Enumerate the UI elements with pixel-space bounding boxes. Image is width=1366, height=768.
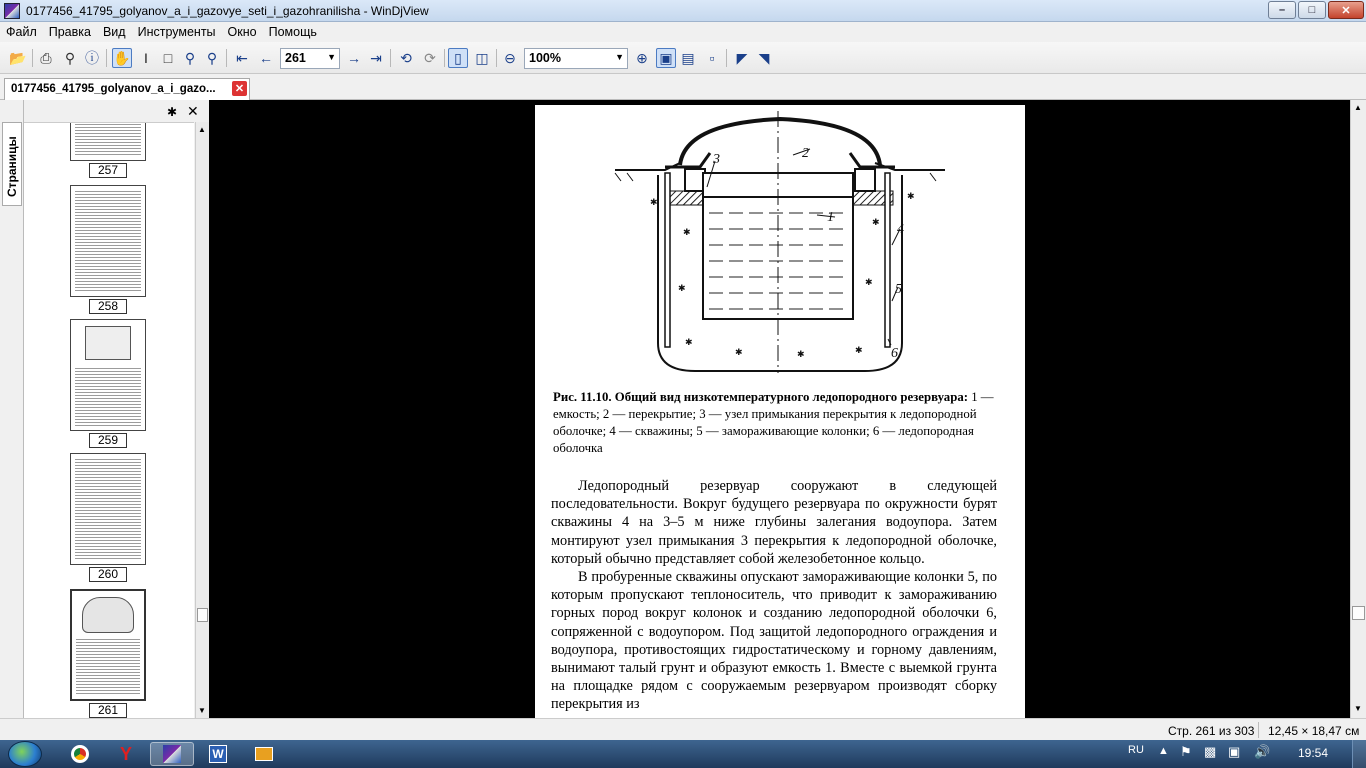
clock[interactable]: 19:54	[1298, 746, 1329, 760]
figure-caption	[553, 389, 1005, 457]
figure-label: 2	[802, 146, 809, 161]
hand-tool-icon[interactable]: ✋	[112, 48, 132, 68]
paragraph: Ледопородный резервуар сооружают в следующей последовательности. Вокруг будущего резервуара по окружности бурят скважины 4 на 3–5 м ниже глубины залегания водоупора. Затем монтируют узел примыкания 3 перекрытия к ледопородной оболочке, который обычно представляет собой железобетонное кольцо.	[551, 478, 997, 567]
menu-view[interactable]: Вид	[102, 25, 126, 39]
thumbnail-list	[24, 122, 194, 718]
thumbnail-text-lines	[75, 457, 141, 561]
svg-text:✱: ✱	[907, 191, 915, 201]
caption-title: Рис. 11.10. Общий вид низкотемпературного ледопородного резервуара:	[553, 390, 968, 404]
language-indicator[interactable]: RU	[1128, 744, 1144, 756]
figure-label: 1	[827, 210, 834, 225]
document-page	[535, 105, 1025, 725]
svg-text:✱: ✱	[865, 277, 873, 287]
scrollbar-thumb[interactable]	[1352, 606, 1365, 620]
figure-label: 4	[897, 222, 904, 237]
security-icon[interactable]: ▣	[1228, 744, 1241, 759]
text-select-icon[interactable]: I	[144, 50, 148, 66]
thumbnail-label: 258	[89, 299, 127, 314]
scroll-down-icon[interactable]: ▼	[1354, 704, 1362, 713]
actual-size-icon[interactable]: ▫	[709, 50, 715, 66]
zoom-in-tool-icon[interactable]: ⚲	[184, 49, 196, 66]
zoom-out-icon[interactable]: ⊖	[504, 49, 516, 66]
maximize-button[interactable]: □	[1298, 1, 1326, 19]
tab-pages-label: Страницы	[5, 136, 19, 197]
chevron-down-icon[interactable]: ▼	[327, 52, 336, 62]
thumbnail-label: 261	[89, 703, 127, 718]
flag-icon[interactable]: ⚑	[1180, 744, 1192, 759]
zoom-value: 100%	[529, 51, 561, 65]
status-bar	[0, 718, 1366, 740]
status-divider	[1258, 722, 1259, 738]
svg-text:✱: ✱	[855, 345, 863, 355]
scroll-up-icon[interactable]: ▲	[1354, 103, 1362, 112]
svg-text:✱: ✱	[872, 217, 880, 227]
tab-pages[interactable]	[2, 122, 22, 206]
document-view[interactable]	[209, 100, 1350, 718]
find-icon[interactable]: ⚲	[64, 49, 76, 66]
figure-label: 5	[895, 282, 902, 297]
close-window-button[interactable]: ✕	[1328, 1, 1364, 19]
figure-label: 6	[891, 346, 898, 361]
thumbnail-text-lines	[75, 189, 141, 293]
windjview-task-icon[interactable]	[150, 742, 194, 766]
last-page-icon[interactable]: ⇥	[370, 49, 382, 66]
rect-select-icon[interactable]: □	[163, 50, 173, 66]
fit-page-icon[interactable]: ▣	[656, 48, 676, 68]
info-icon[interactable]: ⓘ	[85, 50, 99, 66]
page-thumbnail[interactable]	[70, 319, 146, 431]
page-thumbnail[interactable]	[70, 122, 146, 161]
forward-icon[interactable]: ⟳	[424, 49, 436, 66]
thumbnail-label: 257	[89, 163, 127, 178]
page-info: Стр. 261 из 303	[1168, 724, 1255, 738]
document-tab[interactable]	[4, 78, 250, 100]
page-thumbnail[interactable]	[70, 185, 146, 297]
photo-viewer-icon[interactable]	[242, 742, 286, 766]
svg-text:✱: ✱	[683, 227, 691, 237]
print-icon[interactable]: ⎙	[40, 49, 52, 66]
volume-icon[interactable]: 🔊	[1254, 744, 1271, 759]
minimize-button[interactable]: –	[1268, 1, 1296, 19]
toolbar-separator	[444, 49, 445, 67]
svg-text:✱: ✱	[797, 349, 805, 359]
toolbar-separator	[496, 49, 497, 67]
tray-expand-icon[interactable]: ▲	[1158, 745, 1169, 757]
zoom-combo[interactable]	[524, 48, 628, 69]
document-tab-label: 0177456_41795_golyanov_a_i_gazo...	[11, 83, 216, 95]
menu-tools[interactable]: Инструменты	[137, 25, 216, 39]
menu-file[interactable]: Файл	[6, 25, 37, 39]
start-button[interactable]	[8, 741, 42, 767]
toolbar-separator	[106, 49, 107, 67]
network-icon[interactable]: ▩	[1204, 744, 1217, 759]
fit-width-icon[interactable]: ▤	[681, 49, 695, 66]
single-page-icon[interactable]: ▯	[448, 48, 468, 68]
open-icon[interactable]: 📂	[9, 49, 27, 66]
body-text	[551, 477, 997, 714]
scroll-up-icon[interactable]: ▲	[198, 125, 206, 134]
thumbnails-panel	[24, 100, 209, 718]
toolbar-separator	[226, 49, 227, 67]
menu-edit[interactable]: Правка	[48, 25, 91, 39]
title-bar	[0, 0, 1366, 22]
thumbnail-label: 260	[89, 567, 127, 582]
toolbar-separator	[390, 49, 391, 67]
close-panel-icon[interactable]: ✕	[187, 103, 199, 119]
caption-body: 1 — емкость; 2 — перекрытие; 3 — узел примыкания перекрытия к ледопородной оболочке; 4 — скважины; 5 — замораживающие колонки; 6 — ледопородная оболочка	[553, 390, 994, 455]
zoom-in-icon[interactable]: ⊕	[636, 49, 648, 66]
toolbar-separator	[726, 49, 727, 67]
toolbar-separator	[32, 49, 33, 67]
reservoir-figure	[535, 105, 1025, 385]
thumbnail-figure	[82, 597, 134, 633]
svg-text:✱: ✱	[678, 283, 686, 293]
taskbar	[0, 740, 1366, 768]
close-tab-icon[interactable]: ✕	[232, 81, 247, 96]
thumbnail-text-lines	[76, 637, 140, 696]
yandex-browser-icon[interactable]: Y	[119, 743, 132, 764]
word-icon[interactable]	[196, 742, 240, 766]
rotate-right-icon[interactable]: ◥	[758, 49, 770, 66]
thumbnails-scrollbar[interactable]	[195, 122, 209, 718]
gear-icon[interactable]: ✱	[167, 105, 178, 119]
page-thumbnail-current[interactable]	[70, 589, 146, 701]
thumbnail-text-lines	[75, 122, 141, 157]
rotate-left-icon[interactable]: ◤	[736, 49, 748, 66]
windjview-app-icon	[4, 3, 20, 19]
svg-text:✱: ✱	[650, 197, 658, 207]
chevron-down-icon[interactable]: ▼	[615, 52, 624, 62]
page-thumbnail[interactable]	[70, 453, 146, 565]
menu-help[interactable]: Помощь	[268, 25, 317, 39]
side-tab-strip	[0, 100, 24, 718]
svg-text:✱: ✱	[685, 337, 693, 347]
scrollbar-thumb[interactable]	[197, 608, 208, 622]
page-number-combo[interactable]	[280, 48, 340, 69]
show-desktop-button[interactable]	[1352, 740, 1366, 768]
thumbnail-figure	[85, 326, 131, 360]
thumbnail-text-lines	[75, 366, 141, 427]
window-title: 0177456_41795_golyanov_a_i_gazovye_seti_i_gazohranilisha - WinDjView	[26, 4, 429, 18]
thumbnail-label: 259	[89, 433, 127, 448]
document-tab-bar	[0, 74, 1366, 100]
page-size: 12,45 × 18,47 см	[1268, 724, 1360, 738]
paragraph: В пробуренные скважины опускают замораживающие колонки 5, по которым пропускают теплоноситель, что приводит к замораживанию горных пород вокруг колонок и созданию ледопородной оболочки 6, сопряженной с водоупором. Под защитой ледопородного ограждения и водоупора, противостоящих гидростатическому и горному давлениям, вынимают талый грунт и образуют емкость 1. Вместе с выемкой грунта на площадке рядом с сооружаемым резервуаром производят сборку перекрытия из	[551, 569, 997, 713]
back-icon[interactable]: ⟲	[400, 49, 412, 66]
main-scrollbar[interactable]	[1350, 100, 1366, 718]
prev-page-icon[interactable]: ←	[259, 50, 273, 66]
chrome-icon[interactable]	[58, 742, 102, 766]
toolbar	[0, 42, 1366, 74]
facing-pages-icon[interactable]: ◫	[475, 49, 489, 66]
scroll-down-icon[interactable]: ▼	[198, 706, 206, 715]
word-icon-letter: W	[209, 745, 227, 763]
figure-label: 3	[713, 152, 720, 167]
menu-window[interactable]: Окно	[227, 25, 257, 39]
next-page-icon[interactable]: →	[347, 50, 361, 66]
first-page-icon[interactable]: ⇤	[236, 49, 248, 66]
zoom-rect-icon[interactable]: ⚲	[206, 49, 218, 66]
page-number-value: 261	[285, 51, 306, 65]
svg-text:✱: ✱	[735, 347, 743, 357]
menu-bar	[0, 22, 1366, 42]
